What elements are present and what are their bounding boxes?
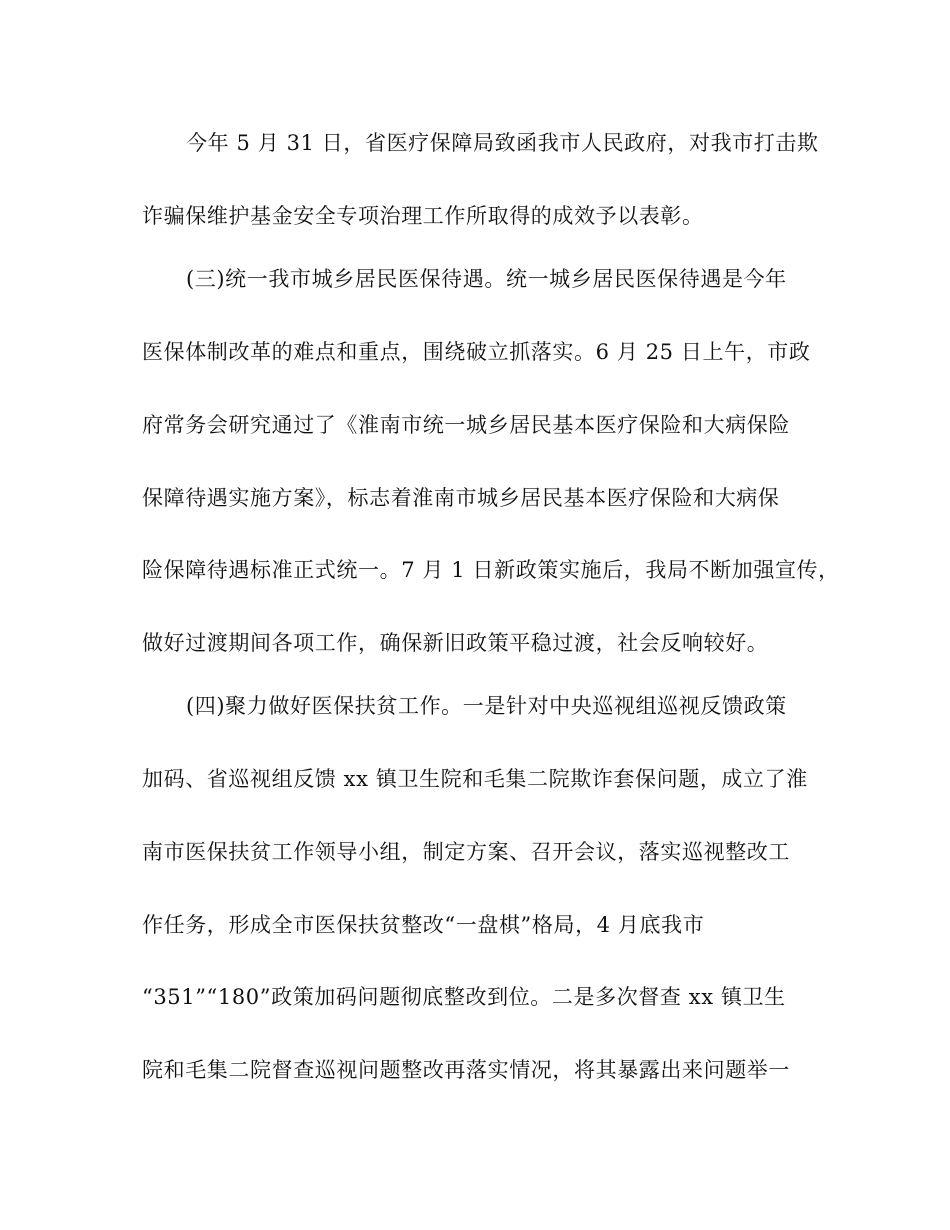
text-line: 医保体制改革的难点和重点，围绕破立抓落实。6 月 25 日上午，市政: [142, 340, 811, 364]
text-line: 南市医保扶贫工作领导小组，制定方案、召开会议，落实巡视整改工: [142, 840, 790, 864]
text-line: 保障待遇实施方案》，标志着淮南市城乡居民基本医疗保险和大病保: [142, 486, 780, 510]
text-line: 做好过渡期间各项工作，确保新旧政策平稳过渡，社会反响较好。: [142, 631, 769, 655]
text-line: (四)聚力做好医保扶贫工作。一是针对中央巡视组巡视反馈政策: [186, 694, 787, 718]
text-line: 诈骗保维护基金安全专项治理工作所取得的成效予以表彰。: [142, 204, 704, 228]
text-line: 险保障待遇标准正式统一。7 月 1 日新政策实施后，我局不断加强宣传，: [142, 558, 840, 582]
text-line: (三)统一我市城乡居民医保待遇。统一城乡居民医保待遇是今年: [186, 267, 787, 291]
text-line: 今年 5 月 31 日，省医疗保障局致函我市人民政府，对我市打击欺: [186, 131, 819, 155]
text-line: 府常务会研究通过了《淮南市统一城乡居民基本医疗保险和大病保险: [142, 413, 790, 437]
text-line: 院和毛集二院督查巡视问题整改再落实情况，将其暴露出来问题举一: [142, 1058, 790, 1082]
text-line: 作任务，形成全市医保扶贫整改“一盘棋”格局，4 月底我市: [142, 913, 705, 937]
text-line: “351”“180”政策加码问题彻底整改到位。二是多次督查 xx 镇卫生: [142, 985, 786, 1009]
text-line: 加码、省巡视组反馈 xx 镇卫生院和毛集二院欺诈套保问题，成立了淮: [142, 767, 808, 791]
